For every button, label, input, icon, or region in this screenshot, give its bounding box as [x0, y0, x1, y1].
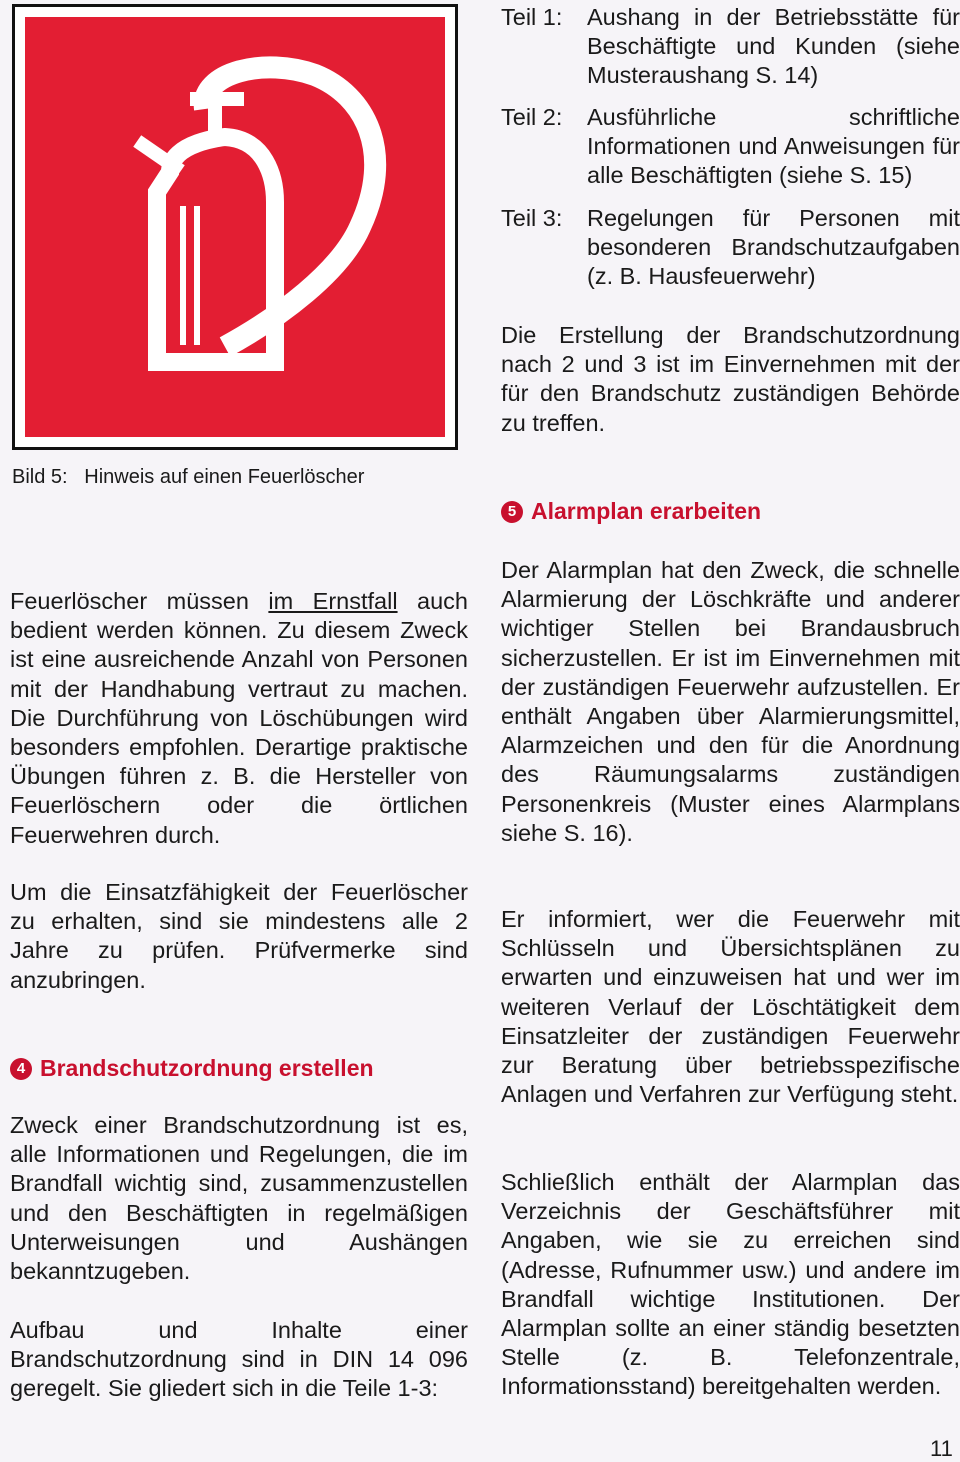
p-alarm1-text: Der Alarmplan hat den Zweck, die schnelle Alarmierung der Löschkräfte und anderer wichtiger Stellen bei Brandausbruch sicherzustellen. Er ist im Einvernehmen mit der zuständigen Feuerwehr aufzustellen. Er enthält Angaben über Alarmierungsmittel, Alarmzeichen und den für die Anordnung des Räumungsalarms zuständigen Personenkreis (Muster eines Alarmplans siehe S. 16). [501, 557, 960, 846]
teil-1-item [501, 3, 960, 91]
teil-2-text: Ausführliche schriftliche Informationen und Anweisungen für alle Beschäftigten (siehe S. 15) [587, 104, 960, 189]
teil-1-text: Aushang in der Betriebsstätte für Beschäftigte und Kunden (siehe Musteraushang S. 14) [587, 4, 960, 89]
teil-2-label: Teil 2: [501, 104, 563, 130]
section-5-title: Alarmplan erarbeiten [531, 498, 762, 524]
p2-text: Um die Einsatzfähigkeit der Feuerlöscher zu erhalten, sind sie mindestens alle 2 Jahre zu prüfen. Prüfvermerke sind anzubringen. [10, 879, 468, 993]
p1-underlined: im Ernstfall [268, 588, 398, 614]
teil-3-text: Regelungen für Personen mit besonderen Brandschutzaufgaben (z. B. Hausfeuerwehr) [587, 205, 960, 290]
paragraph-erstellung [501, 321, 960, 438]
paragraph-einsatzfaehigkeit [10, 878, 468, 995]
teil-1-label: Teil 1: [501, 4, 563, 30]
page-number: 11 [930, 1436, 953, 1461]
section-4-title: Brandschutzordnung erstellen [40, 1055, 374, 1081]
paragraph-zweck-brandschutzordnung [10, 1111, 468, 1286]
figure-caption [12, 466, 364, 489]
fire-extinguisher-sign [12, 4, 458, 450]
paragraph-alarmplan-verzeichnis [501, 1168, 960, 1402]
p3-text: Zweck einer Brandschutzordnung ist es, alle Informationen und Regelungen, die im Brandfall wichtig sind, zusammenzustellen und den Beschäftigten in regelmäßigen Unterweisungen und Aushängen bekanntzugeben. [10, 1112, 468, 1285]
section-4-heading [10, 1055, 374, 1082]
paragraph-alarmplan-informiert [501, 905, 960, 1109]
paragraph-alarmplan-zweck [501, 556, 960, 848]
paragraph-feuerloescher [10, 587, 468, 850]
teil-3-item [501, 204, 960, 292]
p1-before: Feuerlöscher müssen [10, 588, 269, 614]
section-5-heading [501, 498, 761, 525]
section-4-number-badge: 4 [10, 1058, 32, 1080]
fire-extinguisher-icon [25, 17, 445, 437]
teil-2-item [501, 103, 960, 191]
p4-text: Aufbau und Inhalte einer Brandschutzordnung sind in DIN 14 096 geregelt. Sie gliedert sich in die Teile 1-3: [10, 1317, 468, 1402]
teil-3-label: Teil 3: [501, 205, 563, 231]
p-alarm2-text: Er informiert, wer die Feuerwehr mit Schlüsseln und Übersichtsplänen zu erwarten und einzuweisen hat und wer im weiteren Verlauf der Löschtätigkeit dem Einsatzleiter der zuständigen Feuerwehr zur Beratung über betriebsspezifische Anlagen und Verfahren zur Verfügung steht. [501, 906, 960, 1108]
p-erstellung-text: Die Erstellung der Brandschutzordnung nach 2 und 3 ist im Einvernehmen mit der für den Brandschutz zuständigen Behörde zu treffen. [501, 322, 960, 436]
figure-caption-label: Bild 5: [12, 466, 68, 488]
sign-red-panel [25, 17, 445, 437]
figure-caption-text: Hinweis auf einen Feuerlöscher [84, 466, 365, 488]
p-alarm3-text: Schließlich enthält der Alarmplan das Verzeichnis der Geschäftsführer mit Angaben, wie sie zu erreichen sind (Adresse, Rufnummer usw.) und andere im Brandfall wichtige Institutionen. Der Alarmplan sollte an einer ständig besetzten Stelle (z. B. Telefonzentrale, Informationsstand) bereitgehalten werden. [501, 1169, 960, 1400]
p1-after: auch bedient werden können. Zu diesem Zweck ist eine ausreichende Anzahl von Personen mit der Handhabung vertraut zu machen. Die Durchführung von Löschübungen wird besonders empfohlen. Derartige praktische Übungen führen z. B. die Hersteller von Feuerlöschern oder die örtlichen Feuerwehren durch. [10, 588, 468, 848]
paragraph-aufbau [10, 1316, 468, 1404]
section-5-number-badge: 5 [501, 501, 523, 523]
